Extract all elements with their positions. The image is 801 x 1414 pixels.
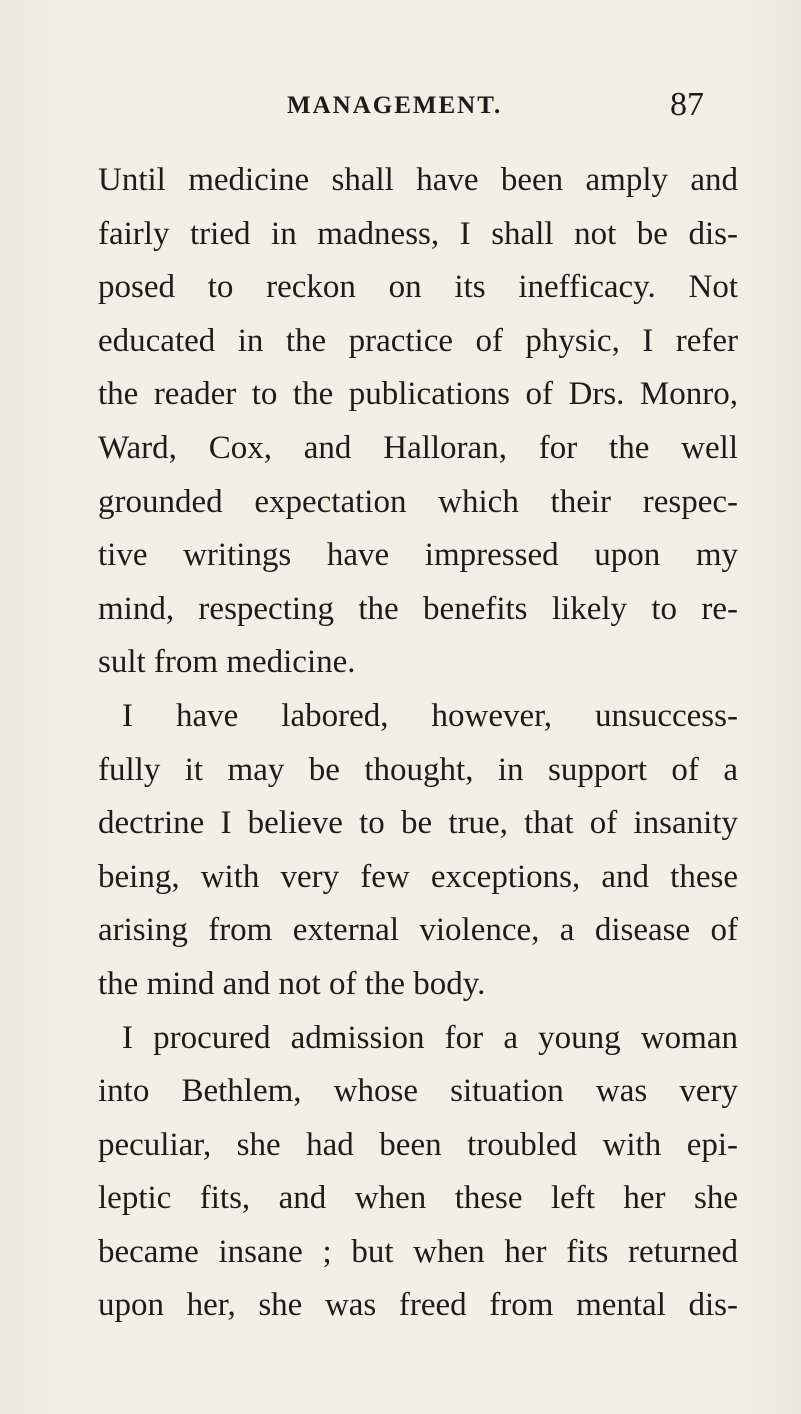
page-header: [0, 86, 801, 136]
text-line: Ward, Cox, and Halloran, for the well: [98, 429, 738, 466]
text-line: grounded expectation which their respec-: [98, 483, 738, 520]
text-line: peculiar, she had been troubled with epi-: [98, 1126, 738, 1163]
text-line: educated in the practice of physic, I refer: [98, 322, 738, 359]
running-head: MANAGEMENT.: [287, 92, 503, 119]
text-line: tive writings have impressed upon my: [98, 537, 738, 574]
text-line: fully it may be thought, in support of a: [98, 751, 738, 788]
text-line: Until medicine shall have been amply and: [98, 162, 738, 198]
text-line: dectrine I believe to be true, that of insanity: [98, 805, 738, 842]
text-line: upon her, she was freed from mental dis-: [98, 1287, 738, 1324]
text-line: became insane ; but when her fits returned: [98, 1233, 738, 1270]
text-line: sult from medicine.: [98, 644, 356, 681]
text-line: leptic fits, and when these left her she: [98, 1180, 738, 1217]
text-line: arising from external violence, a disease of: [98, 912, 738, 949]
text-line: the mind and not of the body.: [98, 965, 486, 1002]
text-line: I procured admission for a young woman: [122, 1019, 738, 1056]
text-line: the reader to the publications of Drs. Monro,: [98, 376, 738, 413]
text-line: mind, respecting the benefits likely to re-: [98, 590, 738, 627]
text-line: fairly tried in madness, I shall not be dis-: [98, 215, 738, 252]
body-text: [98, 154, 738, 1333]
text-line: I have labored, however, unsuccess-: [122, 697, 738, 734]
text-line: being, with very few exceptions, and these: [98, 858, 738, 895]
text-line: posed to reckon on its inefficacy. Not: [98, 269, 738, 306]
text-line: into Bethlem, whose situation was very: [98, 1073, 738, 1110]
page-number: 87: [670, 86, 704, 123]
